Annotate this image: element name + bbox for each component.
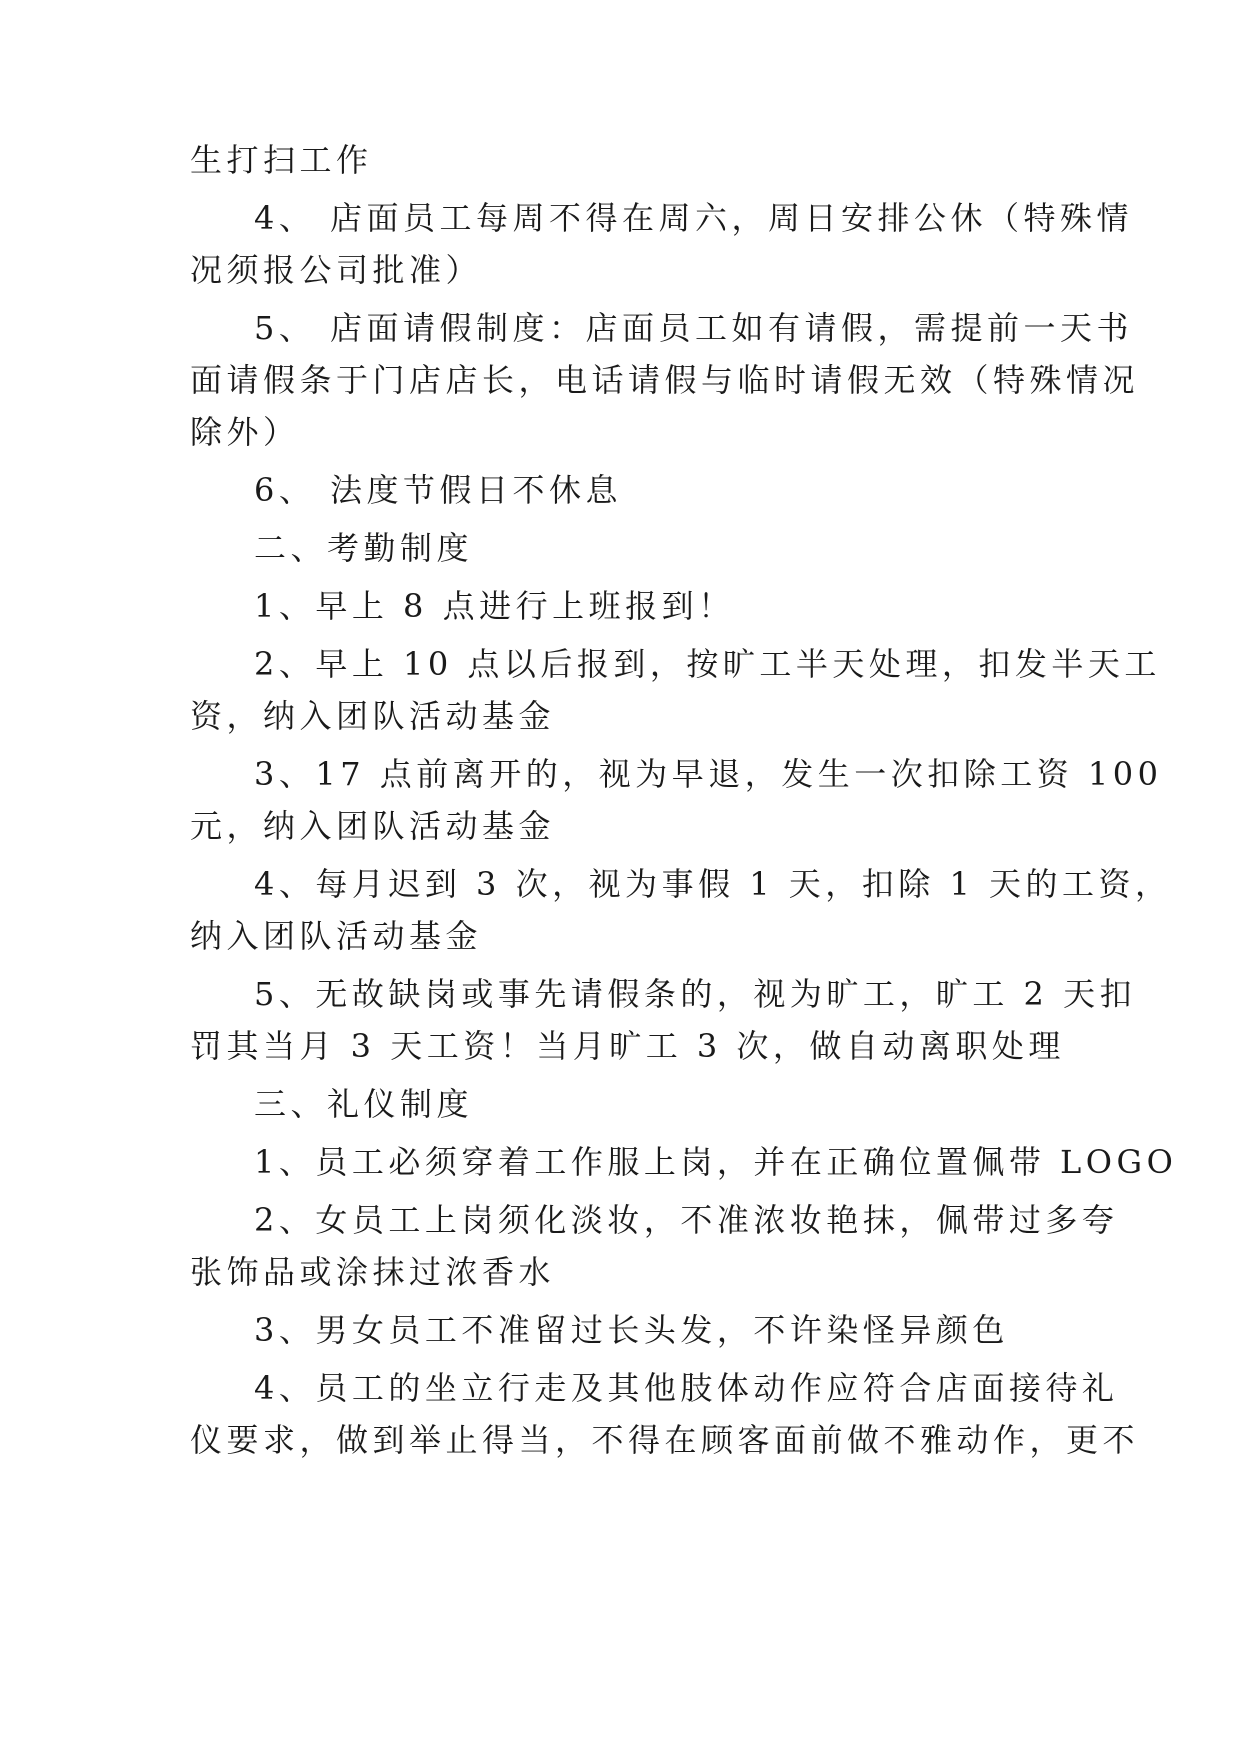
- text-line: 除外）: [190, 413, 300, 451]
- text-line: 4、员工的坐立行走及其他肢体动作应符合店面接待礼: [254, 1369, 1119, 1407]
- text-line: 4、 店面员工每周不得在周六，周日安排公休（特殊情: [254, 199, 1134, 237]
- section-heading: 三、礼仪制度: [254, 1085, 474, 1123]
- text-line: 况须报公司批准）: [190, 251, 483, 289]
- text-line: 罚其当月 3 天工资！当月旷工 3 次，做自动离职处理: [190, 1027, 1065, 1065]
- text-line: 2、女员工上岗须化淡妆，不准浓妆艳抹，佩带过多夸: [254, 1201, 1119, 1239]
- text-line: 生打扫工作: [190, 141, 373, 179]
- text-line: 6、 法度节假日不休息: [254, 471, 623, 509]
- text-line: 纳入团队活动基金: [190, 917, 483, 955]
- text-line: 3、男女员工不准留过长头发，不许染怪异颜色: [254, 1311, 1009, 1349]
- text-line: 1、早上 8 点进行上班报到！: [254, 587, 735, 625]
- section-heading: 二、考勤制度: [254, 529, 474, 567]
- text-line: 4、每月迟到 3 次，视为事假 1 天，扣除 1 天的工资，: [254, 865, 1172, 903]
- text-line: 5、无故缺岗或事先请假条的，视为旷工，旷工 2 天扣: [254, 975, 1137, 1013]
- text-line: 3、17 点前离开的，视为早退，发生一次扣除工资 100: [254, 755, 1163, 793]
- text-line: 1、员工必须穿着工作服上岗，并在正确位置佩带 LOGO: [254, 1143, 1178, 1181]
- text-line: 2、早上 10 点以后报到，按旷工半天处理，扣发半天工: [254, 645, 1161, 683]
- text-line: 元，纳入团队活动基金: [190, 807, 556, 845]
- text-line: 面请假条于门店店长，电话请假与临时请假无效（特殊情况: [190, 361, 1140, 399]
- text-line: 5、 店面请假制度：店面员工如有请假，需提前一天书: [254, 309, 1134, 347]
- text-line: 张饰品或涂抹过浓香水: [190, 1253, 556, 1291]
- text-line: 资，纳入团队活动基金: [190, 697, 556, 735]
- text-line: 仪要求，做到举止得当，不得在顾客面前做不雅动作，更不: [190, 1421, 1140, 1459]
